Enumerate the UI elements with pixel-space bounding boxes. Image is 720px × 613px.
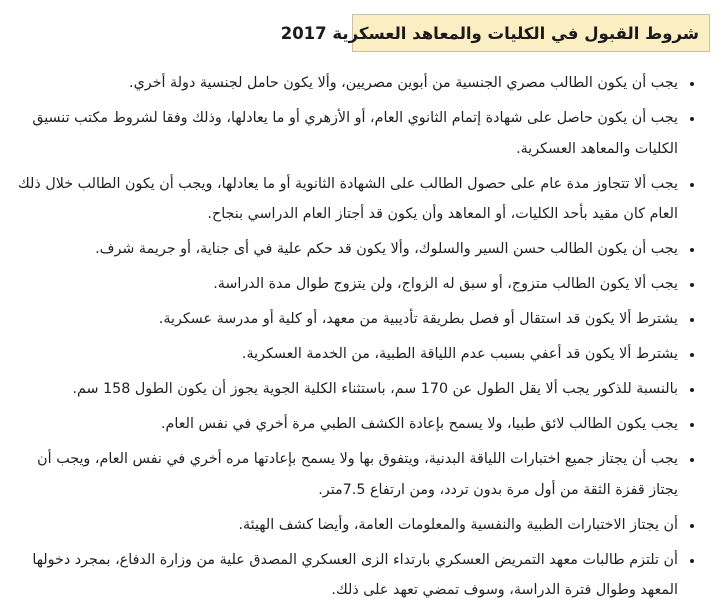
list-item: • يشترط ألا يكون قد أعفي بسبب عدم اللياقة الطبية، من الخدمة العسكرية. <box>8 339 680 370</box>
list-item: • يجب يكون الطالب لائق طبيا، ولا يسمح بإعادة الكشف الطبي مرة أخري في نفس العام. <box>8 409 680 440</box>
list-item: • يجب أن يكون الطالب حسن السير والسلوك، وألا يكون قد حكم علية في أى جناية، أو جريمة شرف. <box>8 234 680 265</box>
list-item: • يشترط ألا يكون قد استقال أو فصل بطريقة تأديبية من معهد، أو كلية أو مدرسة عسكرية. <box>8 304 680 335</box>
list-item: • بالنسبة للذكور يجب ألا يقل الطول عن 170 سم، باستثناء الكلية الجوية يجوز أن يكون الطول 158 سم. <box>8 374 680 405</box>
list-item: • يجب ألا تتجاوز مدة عام على حصول الطالب على الشهادة الثانوية أو ما يعادلها، ويجب أن يكون الطالب خلال ذلك العام كان مقيد بأحد الكليات، أو المعاهد وأن يكون قد أجتاز العام الدراسي بنجاح. <box>8 169 680 230</box>
heading-box <box>280 14 710 52</box>
list-item: • يجب أن يجتاز جميع اختبارات اللياقة البدنية، ويتفوق بها ولا يسمح بإعادتها مره أخري في نفس العام، ويجب أن يجتاز قفزة الثقة من أول مرة بدون تردد، ومن ارتفاع 7.5متر. <box>8 444 680 505</box>
list-item: • يجب ألا يكون الطالب متزوج، أو سبق له الزواج، ولن يتزوج طوال مدة الدراسة. <box>8 269 680 300</box>
page-title: شروط القبول في الكليات والمعاهد العسكرية 2017 <box>280 23 699 43</box>
list-item: • أن تلتزم طالبات معهد التمريض العسكري بارتداء الزى العسكري المصدق علية من وزارة الدفاع، بمجرد دخولها المعهد وطوال فترة الدراسة، وسوف تمضي تعهد على ذلك. <box>8 545 680 606</box>
conditions-list <box>8 68 698 610</box>
list-item: • يجب أن يكون حاصل على شهادة إتمام الثانوي العام، أو الأزهري أو ما يعادلها، وذلك وفقا لشروط مكتب تنسيق الكليات والمعاهد العسكرية. <box>8 103 680 164</box>
list-item: • يجب أن يكون الطالب مصري الجنسية من أبوين مصريين، وألا يكون حامل لجنسية دولة أخري. <box>8 68 680 99</box>
list-item: • أن يجتاز الاختبارات الطبية والنفسية والمعلومات العامة، وأيضا كشف الهيئة. <box>8 510 680 541</box>
